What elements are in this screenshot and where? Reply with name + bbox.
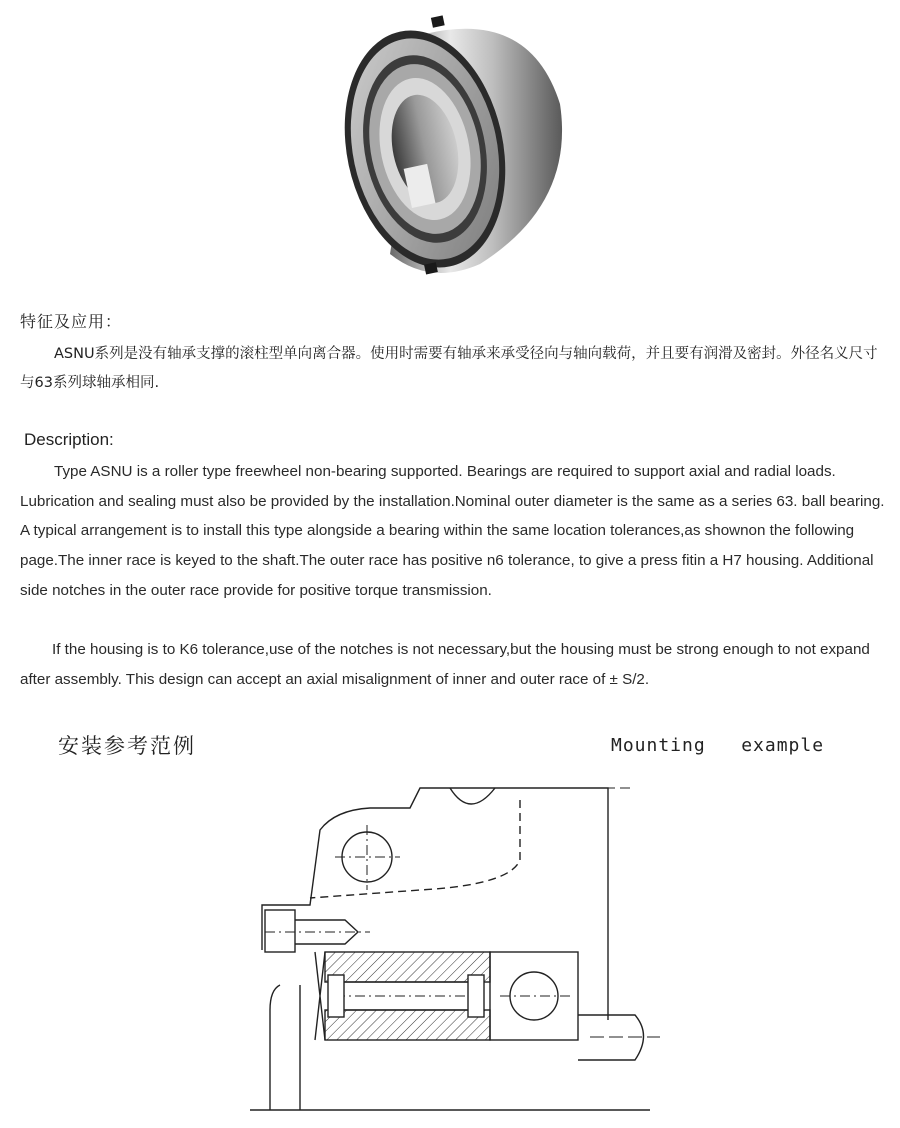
mounting-drawing [240,770,660,1120]
bearing-photo [330,14,580,286]
mounting-heading-en: Mounting example [611,735,825,756]
description-paragraph-2: If the housing is to K6 tolerance,use of the notches is not necessary,but the housing must be strong enough to not expand after assembly. This design can accept an axial misalignment of inner and outer race of ± S/2. [20,641,870,688]
features-text: ASNU系列是没有轴承支撑的滚柱型单向离合器。使用时需要有轴承来承受径向与轴向载荷，并且要有润滑及密封。外径名义尺寸与63系列球轴承相同. [20,346,878,391]
description-paragraph-1: Type ASNU is a roller type freewheel non-bearing supported. Bearings are required to support axial and radial loads. Lubrication and sealing must also be provided by the installation.Nominal outer diameter is the same as a series 63. ball bearing. A typical arrangement is to install this type alongside a bearing within the same location tolerances,as shownon the following page.The inner race is keyed to the shaft.The outer race has positive n6 tolerance, to give a press fitin a H7 housing. Additional side notches in the outer race provide for positive torque transmission. [20,463,885,599]
mounting-heading-cn: 安装参考范例 [58,734,196,758]
features-heading: 特征及应用： [20,312,123,331]
description-heading: Description: [24,430,114,449]
